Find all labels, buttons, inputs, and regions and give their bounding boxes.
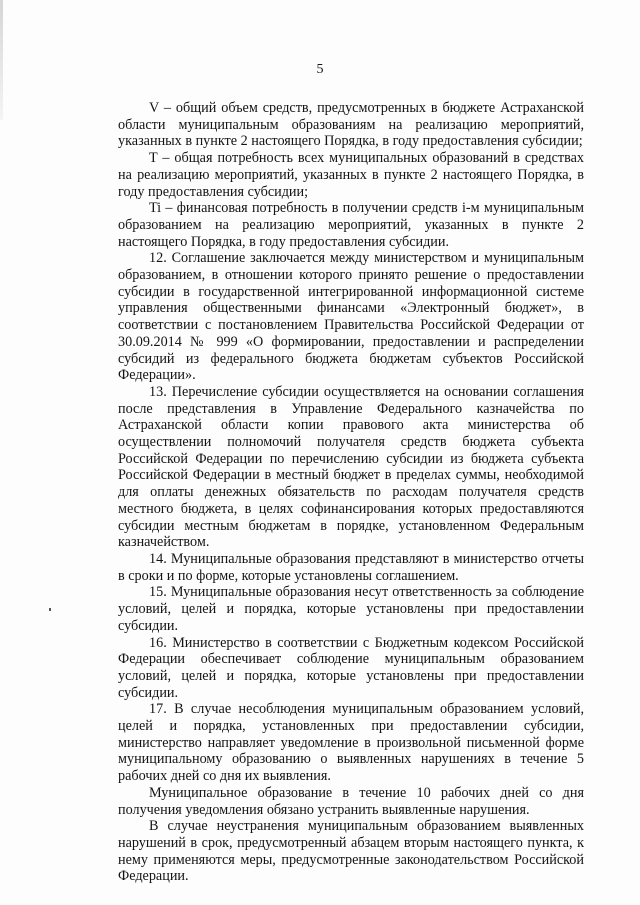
- paragraph-v-definition: V – общий объем средств, предусмотренных в бюджете Астраханской области муниципальным образованиям на реализацию мероприятий, указанных в пункте 2 настоящего Порядка, в году предоставления субсидии;: [118, 100, 584, 150]
- page-number: 5: [316, 62, 324, 77]
- paragraph-t-definition: T – общая потребность всех муниципальных образований в средствах на реализацию мероприятий, указанных в пункте 2 настоящего Порядка, в году предоставления субсидии;: [118, 150, 584, 200]
- document-body: [118, 100, 584, 885]
- paragraph-12: 12. Соглашение заключается между министерством и муниципальным образованием, в отношении которого принято решение о предоставлении субсидии в государственной интегрированной информационной системе управления общественными финансами «Электронный бюджет», в соответствии с постановлением Правительства Российской Федерации от 30.09.2014 № 999 «О формировании, предоставлении и распределении субсидий из федерального бюджета бюджетам субъектов Российской Федерации».: [118, 250, 584, 384]
- paragraph-17: 17. В случае несоблюдения муниципальным образованием условий, целей и порядка, установленных при предоставлении субсидии, министерство направляет уведомление в произвольной письменной форме муниципальному образованию о выявленных нарушениях в течение 5 рабочих дней со дня их выявления.: [118, 701, 584, 785]
- paragraph-16: 16. Министерство в соответствии с Бюджетным кодексом Российской Федерации обеспечивает соблюдение муниципальным образованием условий, целей и порядка, которые установлены при предоставлении субсидии.: [118, 634, 584, 701]
- paragraph-14: 14. Муниципальные образования представляют в министерство отчеты в сроки и по форме, которые установлены соглашением.: [118, 550, 584, 584]
- paragraph-ti-definition: Ti – финансовая потребность в получении средств i-м муниципальным образованием на реализацию мероприятий, указанных в пункте 2 настоящего Порядка, в году предоставления субсидии.: [118, 200, 584, 250]
- paragraph-13: 13. Перечисление субсидии осуществляется на основании соглашения после представления в Управление Федерального казначейства по Астраханской области копии правового акта министерства об осуществлении полномочий получателя средств бюджета субъекта Российской Федерации по перечислению субсидии из бюджета субъекта Российской Федерации в местный бюджет в пределах суммы, необходимой для оплаты денежных обязательств по расходам получателя средств местного бюджета, в целях софинансирования которых предоставляются субсидии местным бюджетам в порядке, установленном Федеральным казначейством.: [118, 383, 584, 551]
- paragraph-15: 15. Муниципальные образования несут ответственность за соблюдение условий, целей и порядка, которые установлены при предоставлении субсидии.: [118, 584, 584, 634]
- scan-edge-shadow: [0, 0, 3, 120]
- paragraph-17-second: Муниципальное образование в течение 10 рабочих дней со дня получения уведомления обязано устранить выявленные нарушения.: [118, 784, 584, 818]
- scan-speck: [49, 608, 51, 611]
- paragraph-17-third: В случае неустранения муниципальным образованием выявленных нарушений в срок, предусмотренный абзацем вторым настоящего пункта, к нему применяются меры, предусмотренные законодательством Российской Федерации.: [118, 818, 584, 885]
